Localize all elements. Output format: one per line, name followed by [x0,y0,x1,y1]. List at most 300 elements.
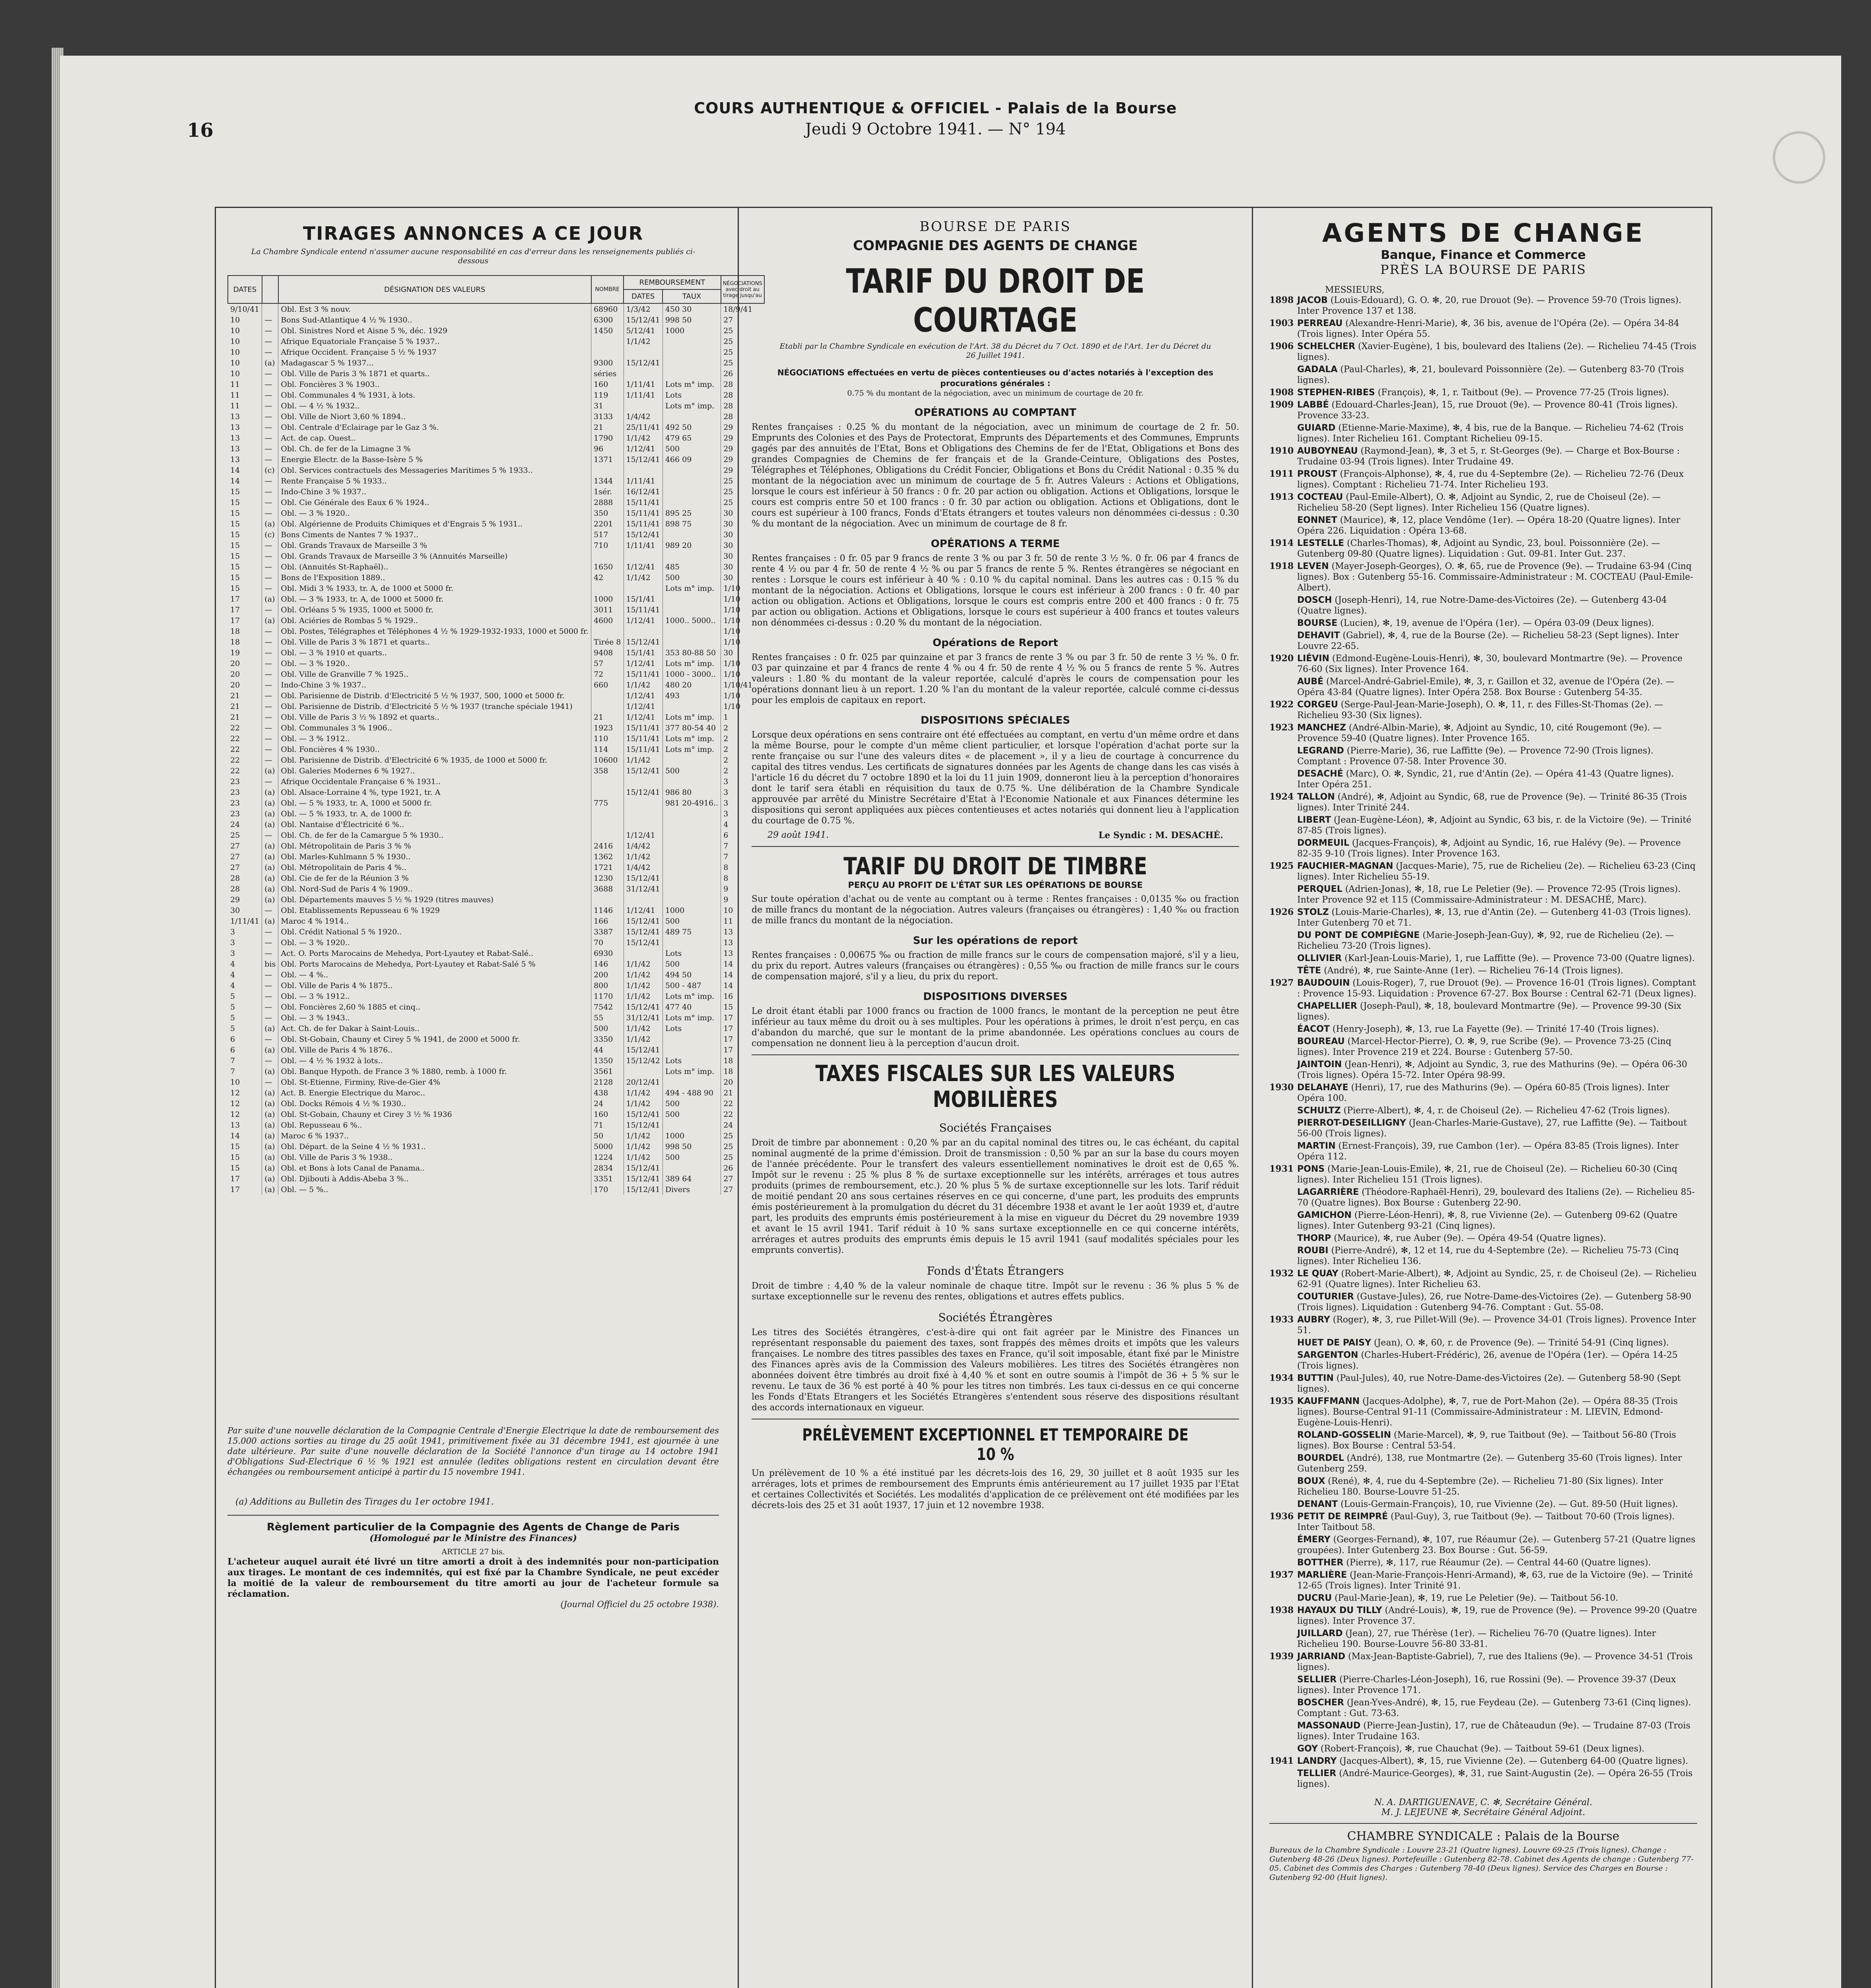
cell-m: — [262,658,278,669]
cell-m: — [262,561,278,572]
cell-d: 14 [230,476,240,485]
cell-m: (a) [262,1130,278,1141]
issue-date: Jeudi 9 Octobre 1941. — N° 194 [805,120,1066,138]
cell-t [663,830,721,841]
cell-des: Obl. Ch. de fer de la Camargue 5 % 1930.. [278,830,591,841]
agent-details: (André), 138, rue Montmartre (2e). — Gutenberg 35-60 (Trois lignes). Inter Gutenberg 259. [1297,1453,1682,1474]
cell-des: Obl. — 4 ½ % 1932.. [278,400,591,411]
agent-details: (Henri), 17, rue des Mathurins (9e). — Opéra 60-85 (Trois lignes). Inter Opéra 100. [1297,1083,1669,1103]
cell-des: Obl. Métropolitain de Paris 3 % % [278,841,591,851]
cell-t: 500 [663,916,721,926]
agent-name: GAMICHON [1297,1210,1352,1220]
page-header [0,99,1871,138]
agent-name: JARRIAND [1297,1652,1345,1662]
cell-rd: 15/11/41 [624,518,663,529]
cell-n [591,894,624,905]
taxes-title: TAXES FISCALES SUR LES VALEURS MOBILIÈRES [815,1061,1175,1112]
cell-des: Obl. St-Gobain, Chauny et Cirey 3 ½ % 1936 [278,1109,591,1120]
tirages-subtitle: La Chambre Syndicale entend n'assumer aucune responsabilité en cas d'erreur dans les renseignements publiés ci-dessous [251,247,696,265]
cell-des: Obl. St-Etienne, Firminy, Rive-de-Gier 4% [278,1077,591,1087]
cell-d: 22 [230,723,240,732]
cell-j: 1/10 [721,701,764,712]
cell-t: 489 75 [663,926,721,937]
cell-des: Bons Ciments de Nantes 7 % 1937.. [278,529,591,540]
cell-rd: 1/1/42 [624,572,663,583]
table-row [228,379,764,390]
agent-name: CORGEU [1297,700,1338,710]
cell-j: 18 [721,1055,764,1066]
cell-rd: 15/1/41 [624,647,663,658]
cell-j: 25 [721,336,764,347]
cell-n: 800 [591,980,624,991]
cell-rd: 1/12/41 [624,905,663,916]
report-heading: Opérations de Report [933,637,1058,649]
cell-m: — [262,508,278,518]
agent-name: MANCHEZ [1297,723,1346,733]
cell-n: 21 [591,712,624,722]
cell-j: 8 [721,862,764,873]
agent-year: 1927 [1269,978,1294,988]
cell-d: 10 [230,369,240,378]
cell-des: Obl. Métropolitain de Paris 4 %.. [278,862,591,873]
cell-des: Obl. Grands Travaux de Marseille 3 % [278,540,591,551]
table-row [228,1141,764,1152]
cell-rd: 1/11/41 [624,540,663,551]
cell-j: 1/10 [721,604,764,615]
list-item [1269,907,1697,928]
cell-t [663,411,721,422]
cell-rd [624,776,663,787]
list-item [1269,838,1697,859]
cell-d: 15 [230,509,240,518]
cell-j: 25 [721,325,764,336]
courtage-subtitle: Etabli par la Chambre Syndicale en exécution de l'Art. 38 du Décret du 7 Oct. 1890 et de l'Art. 1er du Décret du 26 Juillet 1941. [779,342,1211,360]
list-item [1269,1570,1697,1591]
agent-details: (Ernest-François), 39, rue Cambon (1er). — Opéra 83-85 (Trois lignes). Inter Opéra 112. [1297,1141,1679,1162]
cell-des: Obl. Docks Rémois 4 ½ % 1930.. [278,1098,591,1109]
cell-d: 10 [230,337,240,346]
cell-d: 4 [230,959,235,969]
list-item [1269,1118,1697,1139]
agent-year: 1937 [1269,1570,1294,1580]
cell-d: 22 [230,734,240,743]
cell-t: 480 20 [663,679,721,690]
cell-t: 389 64 [663,1173,721,1184]
cell-des: Obl. Communales 4 % 1931, à lots. [278,390,591,400]
cell-d: 23 [230,777,240,786]
agent-name: FAUCHIER-MAGNAN [1297,861,1393,871]
list-item [1269,1141,1697,1162]
cell-m: (a) [262,873,278,883]
table-row [228,637,764,647]
cell-t [663,347,721,357]
cell-n: 71 [591,1120,624,1130]
cell-m: — [262,1034,278,1044]
courtage-date: 29 août 1941. [767,830,829,840]
list-item [1269,469,1697,490]
agent-details: (François), ✻, 1, r. Taitbout (9e). — Provence 77-25 (Trois lignes). [1378,388,1669,398]
cell-des: Obl. Ville de Paris 4 % 1876.. [278,1044,591,1055]
agent-year: 1936 [1269,1511,1294,1522]
cell-n: 68960 [591,303,624,315]
table-row [228,1130,764,1141]
table-row [228,368,764,379]
cell-n: Tirée 8 [591,637,624,647]
agent-details: (Louis-Marie-Charles), ✻, 13, rue d'Antin (2e). — Gutenberg 41-03 (Trois lignes). Inter Gutenberg 70 et 71. [1297,907,1691,928]
cell-m: — [262,1012,278,1023]
cell-des: Obl. et Bons à lots Canal de Panama.. [278,1163,591,1173]
cell-t: 1000 [663,905,721,916]
cell-d: 27 [230,841,240,850]
list-item [1269,1593,1697,1604]
negoc-text: NÉGOCIATIONS effectuées en vertu de pièces contentieuses ou d'actes notariés à l'exception des procurations générales : [777,368,1214,388]
cell-n: 358 [591,765,624,776]
cell-des: Obl. — 4 ½ % 1932 à lots.. [278,1055,591,1066]
cell-d: 15 [230,519,240,528]
cell-n: 3350 [591,1034,624,1044]
agent-name: COCTEAU [1297,492,1343,502]
cell-m: — [262,744,278,755]
cell-j: 16 [721,991,764,1002]
cell-rd: 15/12/41 [624,315,663,325]
cell-n: 1344 [591,476,624,486]
cell-des: Obl. Parisienne de Distrib. d'Electricité 6 % 1935, de 1000 et 5000 fr. [278,755,591,765]
list-item [1269,1059,1697,1081]
cell-j: 27 [721,315,764,325]
cell-m: — [262,497,278,508]
agent-details: (Jean-Eugène-Léon), ✻, Adjoint au Syndic, 63 bis, r. de la Victoire (9e). — Trinité 87-85 (Trois lignes). [1297,815,1692,836]
cell-j: 1/10 [721,669,764,679]
agent-details: (Marc), O. ✻, Syndic, 21, rue d'Antin (2e). — Opéra 41-43 (Quatre lignes). Inter Opéra 251. [1297,769,1674,790]
agent-details: (Maurice), ✻, 12, place Vendôme (1er). — Opéra 18-20 (Quatre lignes). Inter Opéra 226. Liquidation : Opéra 13-68. [1297,515,1681,536]
francaises-text: Droit de timbre par abonnement : 0,20 % par an du capital nominal des titres ou, le cas échéant, du capital nominal augmenté de la prime d'émission. Droit de transmission : 0,50 % par an sur la base du cours moyen de l'année précédente. Pour le transfert des valeurs essentiellement nominatives le droit est de 0,65 %. Impôt sur le revenu : 25 % plus 8 % de surtaxe exceptionnelle sur les intérêts, arrérages et tous autres produits (primes de remboursement, etc.). 20 % plus 5 % de surtaxe exceptionnelle sur les lots. Tarif réduit de moitié pendant 20 ans sous certaines réserves en ce qui concerne, d'une part, les produits des emprunts émis postérieurement à la promulgation du décret du 31 décembre 1938 et avant le 1er août 1939 et, d'autre part, les produits des emprunts émis postérieurement à la mise en vigueur du Décret du 29 novembre 1939 et avant le 15 avril 1941. Tarif réduit à 10 % sans surtaxe exceptionnelle en ce qui concerne intérêts, arrérages et autres produits des emprunts émis depuis le 15 avril 1941 (sauf modalités spéciales pour les emprunts convertis). [752,1138,1239,1255]
table-row [228,411,764,422]
cell-m: (a) [262,1098,278,1109]
agent-details: (Maurice), ✻, rue Auber (9e). — Opéra 49-54 (Quatre lignes). [1334,1233,1606,1243]
agent-details: (Jacques-Adolphe), ✻, 7, rue de Port-Mahon (2e). — Opéra 88-35 (Trois lignes). Bourse-Central 91-11 (Commissaire-Administrateur : M. LIEVIN, Edmond-Eugène-Louis-Henri). [1297,1396,1678,1428]
cell-d: 13 [230,455,240,464]
agent-name: STEPHEN-RIBES [1297,388,1375,398]
cell-t: 998 50 [663,315,721,325]
cell-d: 5 [230,1002,235,1011]
cell-des: Obl. Est 3 % nouv. [278,303,591,315]
cell-rd [624,368,663,379]
list-item [1269,769,1697,790]
comptant-heading: OPÉRATIONS AU COMPTANT [914,407,1076,419]
agent-details: (Mayer-Joseph-Georges), O. ✻, 65, rue de Provence (9e). — Trudaine 63-94 (Cinq lignes). Box : Gutenberg 55-16. Commissaire-Administrateur : M. COCTEAU (Paul-Emile-Albert). [1297,561,1693,593]
cell-n: 660 [591,679,624,690]
cell-d: 15 [230,1142,240,1151]
cell-des: Obl. Etablissements Repusseau 6 % 1929 [278,905,591,916]
agent-name: JAINTOIN [1297,1060,1342,1070]
cell-j: 1/10 [721,626,764,637]
list-item [1269,953,1697,964]
cell-t: 500 [663,959,721,969]
cell-n [591,787,624,798]
cell-rd: 1/1/42 [624,991,663,1002]
cell-des: Afrique Equatoriale Française 5 % 1937.. [278,336,591,347]
cell-rd [624,347,663,357]
cell-n: 1371 [591,454,624,465]
cell-des: Afrique Occident. Française 5 ½ % 1937 [278,347,591,357]
cell-m: — [262,937,278,948]
cell-t [663,776,721,787]
cell-des: Obl. Midi 3 % 1933, tr. A, de 1000 et 5000 fr. [278,583,591,594]
cell-des: Obl. — 3 % 1933, tr. A, de 1000 et 5000 fr. [278,594,591,604]
cell-des: Obl. — 5 %.. [278,1184,591,1195]
cell-m: — [262,325,278,336]
cell-n: 2888 [591,497,624,508]
cell-j: 18/9/41 [721,303,764,315]
agents-list [1269,295,1697,1790]
cell-d: 15 [230,487,240,496]
cell-rd: 15/12/41 [624,637,663,647]
cell-rd: 15/11/41 [624,744,663,755]
cell-m: — [262,948,278,959]
tirages-additions: (a) Additions au Bulletin des Tirages du 1er octobre 1941. [235,1497,494,1507]
agent-name: GADALA [1297,365,1338,375]
agent-details: (Henry-Joseph), ✻, 13, rue La Fayette (9e). — Trinité 17-40 (Trois lignes). [1332,1024,1659,1034]
chambre-title: CHAMBRE SYNDICALE : Palais de la Bourse [1347,1829,1620,1843]
cell-d: 29 [230,895,240,904]
list-item [1269,446,1697,467]
table-row [228,615,764,626]
cell-des: Obl. Postes, Télégraphes et Téléphones 4 ½ % 1929-1932-1933, 1000 et 5000 fr. [278,626,591,637]
cell-j: 17 [721,1023,764,1034]
cell-m: — [262,755,278,765]
list-item [1269,1350,1697,1371]
cell-rd: 5/12/41 [624,325,663,336]
cell-m: (a) [262,1184,278,1195]
cell-j: 25 [721,347,764,357]
agent-name: BOUX [1297,1476,1325,1486]
cell-n: 9300 [591,357,624,368]
cell-t [663,883,721,894]
cell-n [591,583,624,594]
cell-rd: 25/11/41 [624,422,663,433]
agent-year: 1906 [1269,341,1294,351]
cell-n [591,701,624,712]
agent-details: (Lucien), ✻, 19, avenue de l'Opéra (1er). — Opéra 03-09 (Deux lignes). [1340,618,1654,628]
table-row [228,1087,764,1098]
cell-t: 494 - 488 90 [663,1087,721,1098]
cell-d: 11 [230,380,240,389]
cell-n: 110 [591,733,624,744]
agent-name: TELLIER [1297,1769,1337,1778]
cell-m: — [262,433,278,443]
cell-m: (a) [262,808,278,819]
table-row [228,443,764,454]
cell-d: 23 [230,798,240,808]
agent-details: (André), ✻, Adjoint au Syndic, 68, rue de Provence (9e). — Trinité 86-35 (Trois lignes). Inter Trinité 244. [1297,792,1687,813]
cell-n: 1721 [591,862,624,873]
agent-details: (Jean), O. ✻, 60, r. de Provence (9e). — Trinité 54-91 (Cinq lignes). [1374,1338,1669,1348]
list-item [1269,699,1697,721]
agent-details: (André), ✻, rue Sainte-Anne (1er). — Richelieu 76-14 (Trois lignes). [1324,966,1623,976]
cell-rd: 1/1/42 [624,679,663,690]
list-item [1269,1314,1697,1336]
table-row [228,508,764,518]
cell-m: (a) [262,787,278,798]
cell-m: (a) [262,1120,278,1130]
cell-t [663,497,721,508]
cell-m: — [262,969,278,980]
table-row [228,357,764,368]
cell-n: 7542 [591,1002,624,1012]
list-item [1269,1233,1697,1244]
etrangeres-text: Les titres des Sociétés étrangères, c'est-à-dire qui ont fait agréer par le Ministre des Finances un représentant responsable du paiement des taxes, sont frappés des mêmes droits et impôts que les valeurs françaises. Le nombre des titres passibles des taxes en France, qu'il soit imposable, étant fixé par le Ministre des Finances après avis de la Commission des Valeurs mobilières. Les titres des Sociétés étrangères non abonnées doivent être timbrés au droit fixé à 4,40 % et sont en outre soumis à l'impôt de 36 + 5 % sur le revenu. Le taux de 36 % est porté à 40 % pour les titres non timbrés. Les taux ci-dessus en ce qui concerne les Fonds d'Etats Etrangers et les Sociétés Etrangères s'entendent sous réserve des dispositions résultant des accords internationaux en vigueur. [752,1328,1239,1413]
agent-details: (François-Alphonse), ✻, 4, rue du 4-Septembre (2e). — Richelieu 72-76 (Deux lignes). Comptant : Richelieu 71-74. Inter Richelieu 193. [1297,469,1684,490]
cell-rd: 1/12/41 [624,830,663,841]
cell-n: 57 [591,658,624,669]
table-row [228,755,764,765]
bourse-de-paris: BOURSE DE PARIS [919,219,1071,235]
terme-heading: OPÉRATIONS A TERME [931,538,1060,550]
cell-m: — [262,701,278,712]
cell-des: Obl. — 3 % 1943.. [278,1012,591,1023]
cell-d: 22 [230,766,240,775]
cell-des: Obl. — 3 % 1920.. [278,508,591,518]
cell-m: (a) [262,1087,278,1098]
cell-n: 1650 [591,561,624,572]
list-item [1269,722,1697,744]
agent-details: (Paul-Charles), ✻, 21, boulevard Poissonnière (2e). — Gutenberg 83-70 (Trois lignes). [1297,365,1684,385]
prelevement-text: Un prélèvement de 10 % a été institué par les décrets-lois des 16, 29, 30 juillet et 8 août 1935 sur les arrérages, lots et primes de remboursement des Emprunts émis antérieurement au 17 juillet 1935 par l'Etat et certaines Collectivités et Sociétés. Les modalités d'application de ce prélèvement ont été modifiées par les décrets-lois des 25 et 31 août 1937, 17 juin et 12 novembre 1938. [752,1468,1239,1510]
table-row [228,980,764,991]
cell-m: (a) [262,615,278,626]
cell-t [663,1120,721,1130]
cell-n [591,690,624,701]
agents-subtitle: Banque, Finance et Commerce [1381,248,1586,262]
cell-n: 5000 [591,1141,624,1152]
cell-d: 27 [230,863,240,872]
agent-name: ROLAND-GOSSELIN [1297,1430,1391,1440]
cell-t: Lots m° imp. [663,583,721,594]
etats-heading: Fonds d'États Étrangers [927,1264,1064,1277]
list-item [1269,423,1697,444]
list-item [1269,1024,1697,1035]
cell-n [591,626,624,637]
agent-name: PONS [1297,1164,1325,1174]
agent-name: PIERROT-DESEILLIGNY [1297,1118,1406,1128]
cell-m: — [262,540,278,551]
agent-details: (Marie-Joseph-Jean-Guy), ✻, 92, rue de Richelieu (2e). — Richelieu 73-20 (Trois lignes). [1297,930,1674,951]
cell-d: 17 [230,594,240,604]
cell-m: (a) [262,1141,278,1152]
cell-d: 15 [230,551,240,561]
cell-rd [624,819,663,830]
cell-des: Obl. — 5 % 1933, tr. A, 1000 et 5000 fr. [278,798,591,808]
cell-m: — [262,443,278,454]
agent-details: (Marie-Jean-Louis-Emile), ✻, 21, rue de Choiseul (2e). — Richelieu 60-30 (Cinq lignes). Inter Richelieu 151 (Trois lignes). [1297,1164,1677,1185]
agent-details: (Théodore-Raphaël-Henri), 29, boulevard des Italiens (2e). — Richelieu 85-70 (Quatre lignes). Box Bourse : Gutenberg 22-90. [1297,1187,1695,1208]
cell-des: Obl. Ville de Niort 3,60 % 1894.. [278,411,591,422]
cell-j: 7 [721,841,764,851]
cell-rd: 15/12/41 [624,529,663,540]
agent-name: SELLIER [1297,1675,1337,1685]
cell-n: 9408 [591,647,624,658]
cell-t [663,336,721,347]
cell-t [663,368,721,379]
agent-year: 1925 [1269,861,1294,871]
agent-year: 1932 [1269,1268,1294,1279]
cell-j: 4 [721,819,764,830]
cell-t: 986 80 [663,787,721,798]
cell-j: 30 [721,572,764,583]
cell-d: 14 [230,1131,240,1140]
cell-j: 25 [721,1130,764,1141]
list-item [1269,1557,1697,1568]
list-item [1269,630,1697,652]
table-row [228,894,764,905]
agent-year: 1923 [1269,722,1294,733]
agent-year: 1924 [1269,792,1294,802]
table-row [228,722,764,733]
cell-m: — [262,830,278,841]
cell-m: — [262,991,278,1002]
agent-details: (Serge-Paul-Jean-Marie-Joseph), O. ✻, 11, r. des Filles-St-Thomas (2e). — Richelieu 93-30 (Six lignes). [1297,700,1663,720]
cell-n: 96 [591,443,624,454]
cell-j: 13 [721,926,764,937]
agents-title: AGENTS DE CHANGE [1322,219,1645,248]
cell-n [591,819,624,830]
cell-des: Act. Ch. de fer Dakar à Saint-Louis.. [278,1023,591,1034]
cell-m: (a) [262,518,278,529]
cell-rd [624,465,663,476]
cell-t: 1000 - 3000.. [663,669,721,679]
cell-t [663,476,721,486]
cell-j: 1/10 [721,637,764,647]
agent-details: (Karl-Jean-Louis-Marie), 1, rue Laffitte (9e). — Provence 73-00 (Quatre lignes). [1344,953,1695,963]
table-row [228,400,764,411]
agent-name: HUET DE PAISY [1297,1338,1372,1348]
cell-des: Obl. — 3 % 1910 et quarts.. [278,647,591,658]
cell-d: 3 [230,927,235,936]
cell-m: — [262,926,278,937]
cell-t [663,357,721,368]
courtage-syndic: Le Syndic : M. DESACHÉ. [1098,830,1223,841]
cell-rd: 15/12/41 [624,1184,663,1195]
agent-year: 1926 [1269,907,1294,917]
agent-name: SCHELCHER [1297,342,1355,351]
table-row [228,658,764,669]
agent-year: 1910 [1269,446,1294,456]
table-row [228,1173,764,1184]
list-item [1269,1756,1697,1767]
cell-rd: 1/1/42 [624,1087,663,1098]
compagnie-title: COMPAGNIE DES AGENTS DE CHANGE [853,238,1138,254]
cell-m: (a) [262,841,278,851]
cell-m: (a) [262,862,278,873]
cell-t: Lots m° imp. [663,1012,721,1023]
cell-t: 479 65 [663,433,721,443]
cell-d: 14 [230,466,240,475]
list-item [1269,1674,1697,1696]
cell-m: — [262,572,278,583]
table-row [228,1044,764,1055]
cell-j: 28 [721,379,764,390]
cell-des: Obl. Communales 3 % 1906.. [278,722,591,733]
cell-rd: 1/12/41 [624,561,663,572]
cell-t [663,551,721,561]
list-item [1269,1210,1697,1231]
cell-rd [624,948,663,959]
cell-j: 9 [721,894,764,905]
cell-rd: 1/1/42 [624,851,663,862]
agent-name: DORMEUIL [1297,838,1349,848]
cell-rd: 15/11/41 [624,508,663,518]
cell-m: (a) [262,819,278,830]
